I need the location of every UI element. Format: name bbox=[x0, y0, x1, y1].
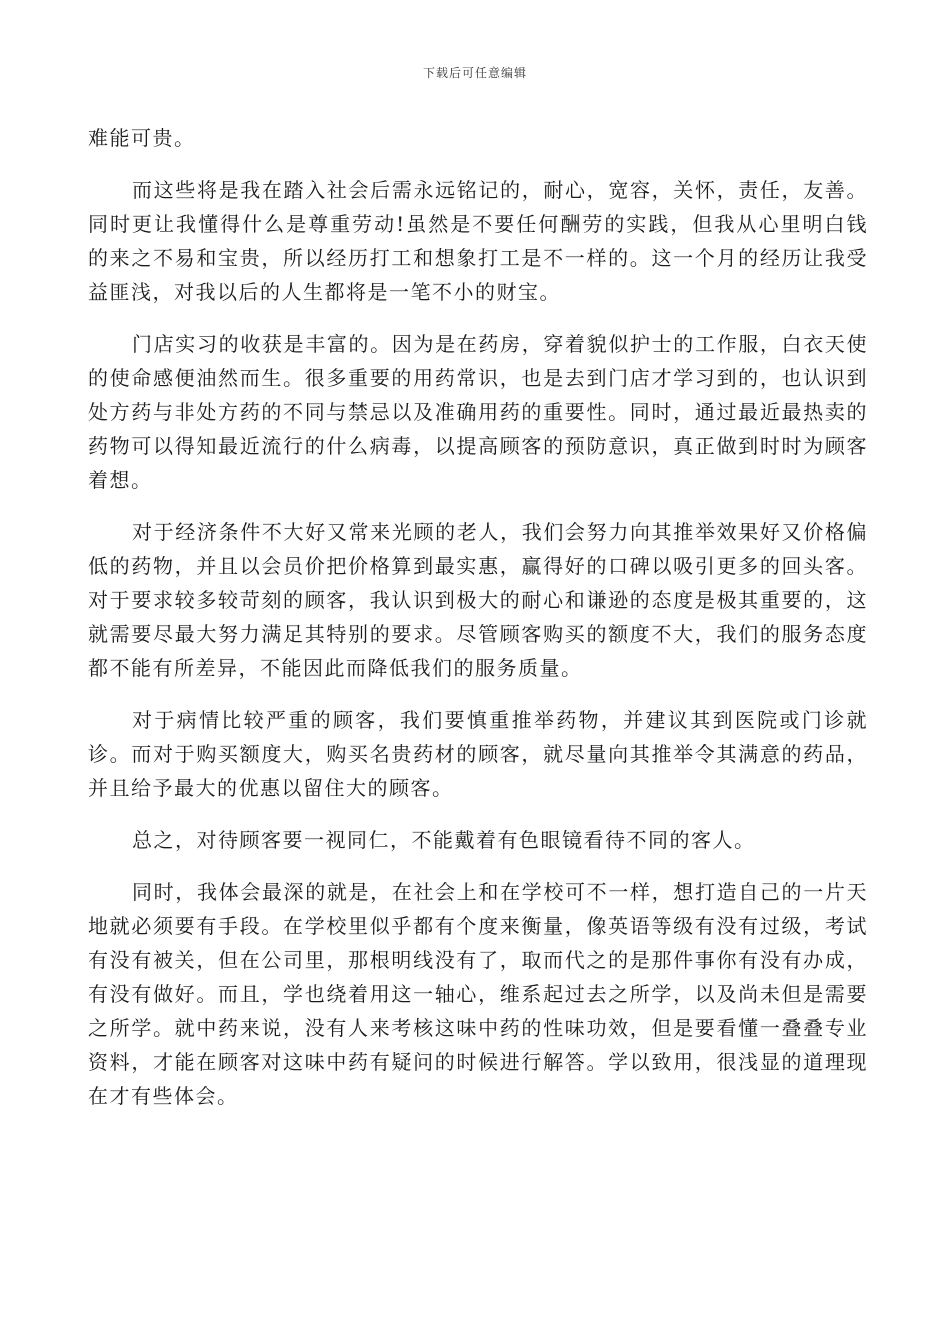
paragraph: 同时，我体会最深的就是，在社会上和在学校可不一样，想打造自己的一片天地就必须要有手段。在学校里似乎都有个度来衡量，像英语等级有没有过级，考试有没有被关，但在公司里，那根明线没有了，取而代之的是那件事你有没有办成，有没有做好。而且，学也绕着用这一轴心，维系起过去之所学，以及尚未但是需要之所学。就中药来说，没有人来考核这味中药的性味功效，但是要看懂一叠叠专业资料，才能在顾客对这味中药有疑问的时候进行解答。学以致用，很浅显的道理现在才有些体会。 bbox=[88, 880, 868, 1108]
paragraph: 总之，对待顾客要一视同仁，不能戴着有色眼镜看待不同的客人。 bbox=[132, 828, 756, 852]
document-body bbox=[88, 121, 868, 1131]
paragraph: 对于病情比较严重的顾客，我们要慎重推举药物，并建议其到医院或门诊就诊。而对于购买额度大，购买名贵药材的顾客，就尽量向其推举令其满意的药品，并且给予最大的优惠以留住大的顾客。 bbox=[88, 708, 868, 800]
paragraph: 门店实习的收获是丰富的。因为是在药房，穿着貌似护士的工作服，白衣天使的使命感便油然而生。很多重要的用药常识，也是去到门店才学习到的，也认识到处方药与非处方药的不同与禁忌以及准确用药的重要性。同时，通过最近最热卖的药物可以得知最近流行的什么病毒，以提高顾客的预防意识，真正做到时时为顾客着想。 bbox=[88, 332, 868, 492]
paragraph-continuation: 难能可贵。 bbox=[88, 126, 196, 150]
paragraph: 对于经济条件不大好又常来光顾的老人，我们会努力向其推举效果好又价格偏低的药物，并且以会员价把价格算到最实惠，赢得好的口碑以吸引更多的回头客。对于要求较多较苛刻的顾客，我认识到极大的耐心和谦逊的态度是极其重要的，这就需要尽最大努力满足其特别的要求。尽管顾客购买的额度不大，我们的服务态度都不能有所差异，不能因此而降低我们的服务质量。 bbox=[88, 520, 868, 680]
paragraph: 而这些将是我在踏入社会后需永远铭记的，耐心，宽容，关怀，责任，友善。同时更让我懂得什么是尊重劳动!虽然是不要任何酬劳的实践，但我从心里明白钱的来之不易和宝贵，所以经历打工和想象打工是不一样的。这一个月的经历让我受益匪浅，对我以后的人生都将是一笔不小的财宝。 bbox=[88, 178, 868, 304]
page-header-note: 下载后可任意编辑 bbox=[422, 66, 527, 80]
